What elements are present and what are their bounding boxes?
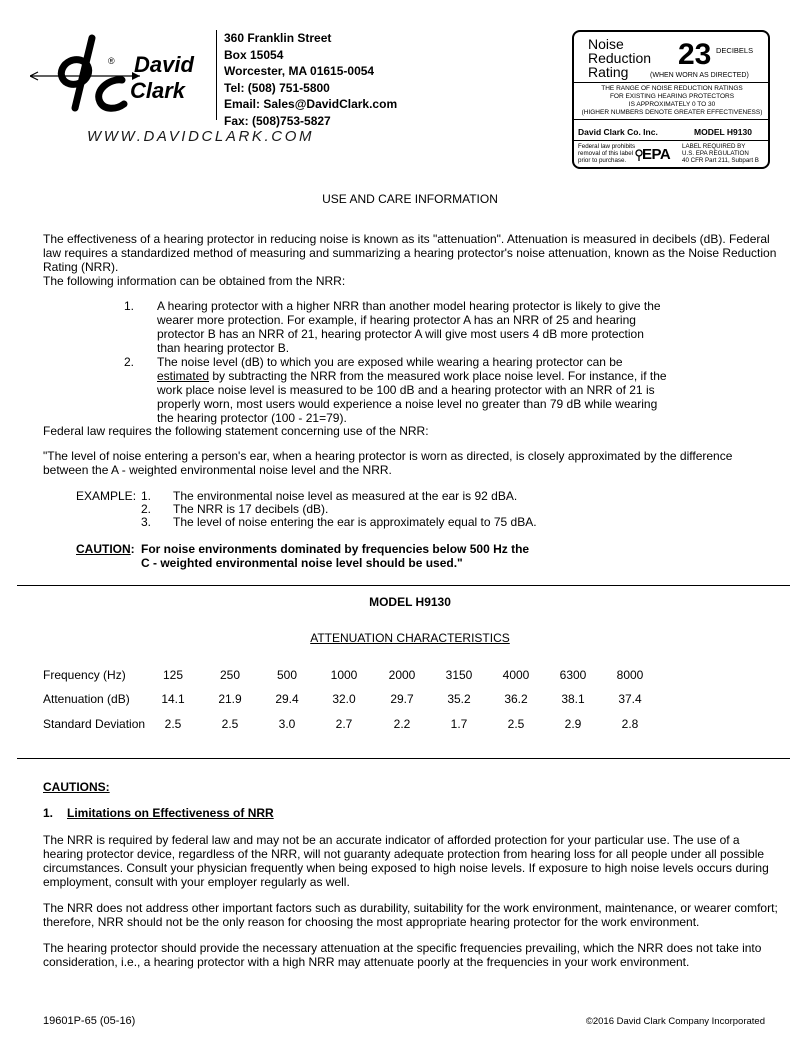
- copyright-notice: ©2016 David Clark Company Incorporated: [585, 1016, 765, 1027]
- list-item-number: 1.: [124, 299, 135, 313]
- address-line: Worcester, MA 01615-0054: [224, 64, 375, 78]
- table-cell: 2000: [388, 668, 416, 682]
- list-item: A hearing protector with a higher NRR than another model hearing protector is likely to give the wearer more protection. For example, if hearing protector A has an NRR of 25 and hearing protector B has an NRR of 21, hearing protector A will give most users 4 dB more protection than hearing protector B.: [157, 299, 661, 355]
- company-logo: [30, 30, 220, 120]
- table-cell: 1.7: [450, 717, 468, 731]
- table-cell: 2.2: [393, 717, 411, 731]
- company-address: [224, 30, 397, 129]
- nrr-when-worn: (WHEN WORN AS DIRECTED): [650, 72, 749, 79]
- nrr-regulation-line: LABEL REQUIRED BY: [682, 143, 746, 150]
- table-cell: 35.2: [447, 692, 471, 706]
- section-divider: [17, 585, 790, 586]
- example-number: 1.: [141, 489, 152, 503]
- table-cell: 37.4: [618, 692, 642, 706]
- table-cell: 250: [219, 668, 241, 682]
- caution-paragraph: The NRR does not address other important factors such as durability, suitability for the work environment, maintenance, or wearer comfort; therefore, NRR should not be the only reason for choosing the most appropriate hearing protector for the work environment.: [43, 901, 778, 929]
- nrr-divider: [574, 119, 770, 120]
- nrr-range-line: THE RANGE OF NOISE REDUCTION RATINGS: [601, 85, 743, 92]
- table-cell: 2.7: [335, 717, 353, 731]
- address-line: 360 Franklin Street: [224, 31, 332, 45]
- phone-line: Tel: (508) 751-5800: [224, 80, 330, 95]
- caution-paragraph: The hearing protector should provide the necessary attenuation at the specific frequencies prevailing, which the NRR does not take into consideration, i.e., a hearing protector with a high NRR may attenuate poorly at the frequencies in your work environment.: [43, 941, 762, 969]
- table-cell: 1000: [330, 668, 358, 682]
- example-item: The NRR is 17 decibels (dB).: [173, 502, 329, 516]
- table-cell: 6300: [559, 668, 587, 682]
- nrr-federal-note: [578, 143, 635, 164]
- epa-logo: EPA: [642, 146, 671, 163]
- nrr-unit: DECIBELS: [716, 46, 754, 55]
- header-divider: [216, 30, 217, 120]
- nrr-divider: [574, 82, 770, 83]
- example-number: 2.: [141, 502, 152, 516]
- company-website[interactable]: WWW.DAVIDCLARK.COM: [87, 128, 315, 145]
- example-label: EXAMPLE:: [76, 489, 137, 503]
- table-cell: 2.9: [564, 717, 582, 731]
- caution-paragraph: The NRR is required by federal law and may not be an accurate indicator of afforded protection for your particular use. The use of a hearing protector device, regardless of the NRR, will not guaranty adequate protection from hearing loss for all people under all possible circumstances. Consult your physician frequently when being exposed to high noise levels. If exposure to high noise levels occurs during employment, consult with your employer regularly as well.: [43, 833, 769, 889]
- table-cell: 36.2: [504, 692, 528, 706]
- nrr-federal-line: Federal law prohibits: [578, 143, 636, 150]
- nrr-regulation-note: [682, 143, 759, 164]
- following-paragraph: The following information can be obtained from the NRR:: [43, 274, 346, 288]
- table-cell: 2.5: [507, 717, 525, 731]
- attenuation-heading: ATTENUATION CHARACTERISTICS: [310, 631, 510, 645]
- caution-colon: :: [130, 542, 135, 556]
- caution-section-number: 1.: [43, 806, 54, 820]
- example-number: 3.: [141, 515, 152, 529]
- document-number: 19601P-65 (05-16): [43, 1015, 136, 1027]
- company-name-line2: Clark: [130, 78, 186, 103]
- example-item: The level of noise entering the ear is approximately equal to 75 dBA.: [173, 515, 537, 529]
- nrr-divider: [574, 140, 770, 141]
- table-cell: 38.1: [561, 692, 585, 706]
- table-cell: 29.4: [275, 692, 299, 706]
- table-cell: 32.0: [332, 692, 356, 706]
- nrr-range-text: [574, 85, 770, 117]
- nrr-rating-value: 23: [678, 38, 712, 71]
- nrr-range-line: (HIGHER NUMBERS DENOTE GREATER EFFECTIVENESS): [581, 109, 763, 116]
- model-heading: MODEL H9130: [369, 595, 451, 609]
- table-cell: 2.5: [164, 717, 182, 731]
- table-cell: 4000: [502, 668, 530, 682]
- example-item: The environmental noise level as measured at the ear is 92 dBA.: [173, 489, 518, 503]
- caution-label-text: CAUTION: [76, 542, 131, 556]
- nrr-federal-line: prior to purchase.: [578, 157, 627, 164]
- nrr-word-noise: Noise: [588, 36, 624, 52]
- document-title: USE AND CARE INFORMATION: [322, 192, 498, 206]
- list-item-text: The noise level (dB) to which you are exposed while wearing a hearing protector can be: [157, 355, 623, 369]
- table-cell: 125: [162, 668, 184, 682]
- table-cell: 8000: [616, 668, 644, 682]
- registered-mark: ®: [108, 56, 115, 66]
- cautions-heading: CAUTIONS:: [43, 780, 110, 794]
- address-line: Box 15054: [224, 47, 284, 62]
- list-item-number: 2.: [124, 355, 135, 369]
- email-line[interactable]: Email: Sales@DavidClark.com: [224, 97, 398, 111]
- federal-statement-intro: Federal law requires the following statement concerning use of the NRR:: [43, 424, 429, 438]
- fax-line: Fax: (508)753-5827: [224, 113, 331, 128]
- row-label: Standard Deviation: [43, 717, 146, 731]
- table-cell: 3150: [445, 668, 473, 682]
- table-cell: 3.0: [278, 717, 296, 731]
- nrr-word-reduction: Reduction: [588, 50, 652, 66]
- nrr-label: [572, 30, 770, 169]
- table-cell: 2.8: [621, 717, 639, 731]
- nrr-model: MODEL H9130: [694, 127, 752, 137]
- table-cell: 2.5: [221, 717, 239, 731]
- caution-label: [76, 542, 135, 556]
- david-clark-logo-icon: [30, 30, 220, 120]
- underlined-word: estimated: [157, 369, 210, 383]
- table-cell: 500: [276, 668, 298, 682]
- nrr-company: David Clark Co. Inc.: [578, 127, 658, 137]
- nrr-regulation-line: 40 CFR Part 211, Subpart B: [682, 157, 759, 164]
- row-label: Attenuation (dB): [43, 692, 130, 706]
- list-item: [157, 355, 669, 425]
- list-item-text: by subtracting the NRR from the measured work place noise level. For instance, if the work place noise level is measured to be 100 dB and a hearing protector with an NRR of 21 is properly worn, most users would experience a noise level no greater than 79 dB while wearing the hearing protector (100 - 21=79).: [157, 369, 667, 425]
- company-monogram: dc: [30, 30, 32, 31]
- nrr-federal-line: removal of this label: [578, 150, 634, 157]
- nrr-word-rating: Rating: [588, 64, 629, 80]
- company-name-line1: David: [134, 52, 194, 77]
- nrr-range-line: IS APPROXIMATELY 0 TO 30: [628, 101, 716, 108]
- table-cell: 14.1: [161, 692, 185, 706]
- table-cell: 29.7: [390, 692, 414, 706]
- table-cell: 21.9: [218, 692, 242, 706]
- intro-paragraph: The effectiveness of a hearing protector in reducing noise is known as its "attenuation". Attenuation is measured in decibels (dB). Federal law requires a standardized method of measuring and summarizing a hearing protector's noise attenuation, known as the Noise Reduction Rating (NRR).: [43, 232, 777, 274]
- row-label: Frequency (Hz): [43, 668, 126, 682]
- section-divider: [17, 758, 790, 759]
- caution-section-title: Limitations on Effectiveness of NRR: [67, 806, 274, 820]
- caution-text: For noise environments dominated by frequencies below 500 Hz the C - weighted environmental noise level should be used.": [141, 542, 530, 570]
- federal-quote: "The level of noise entering a person's ear, when a hearing protector is worn as directed, is closely approximated by the difference between the A - weighted environmental noise level and the NRR.: [43, 449, 733, 477]
- nrr-regulation-line: U.S. EPA REGULATION: [682, 150, 749, 157]
- nrr-range-line: FOR EXISTING HEARING PROTECTORS: [609, 93, 735, 100]
